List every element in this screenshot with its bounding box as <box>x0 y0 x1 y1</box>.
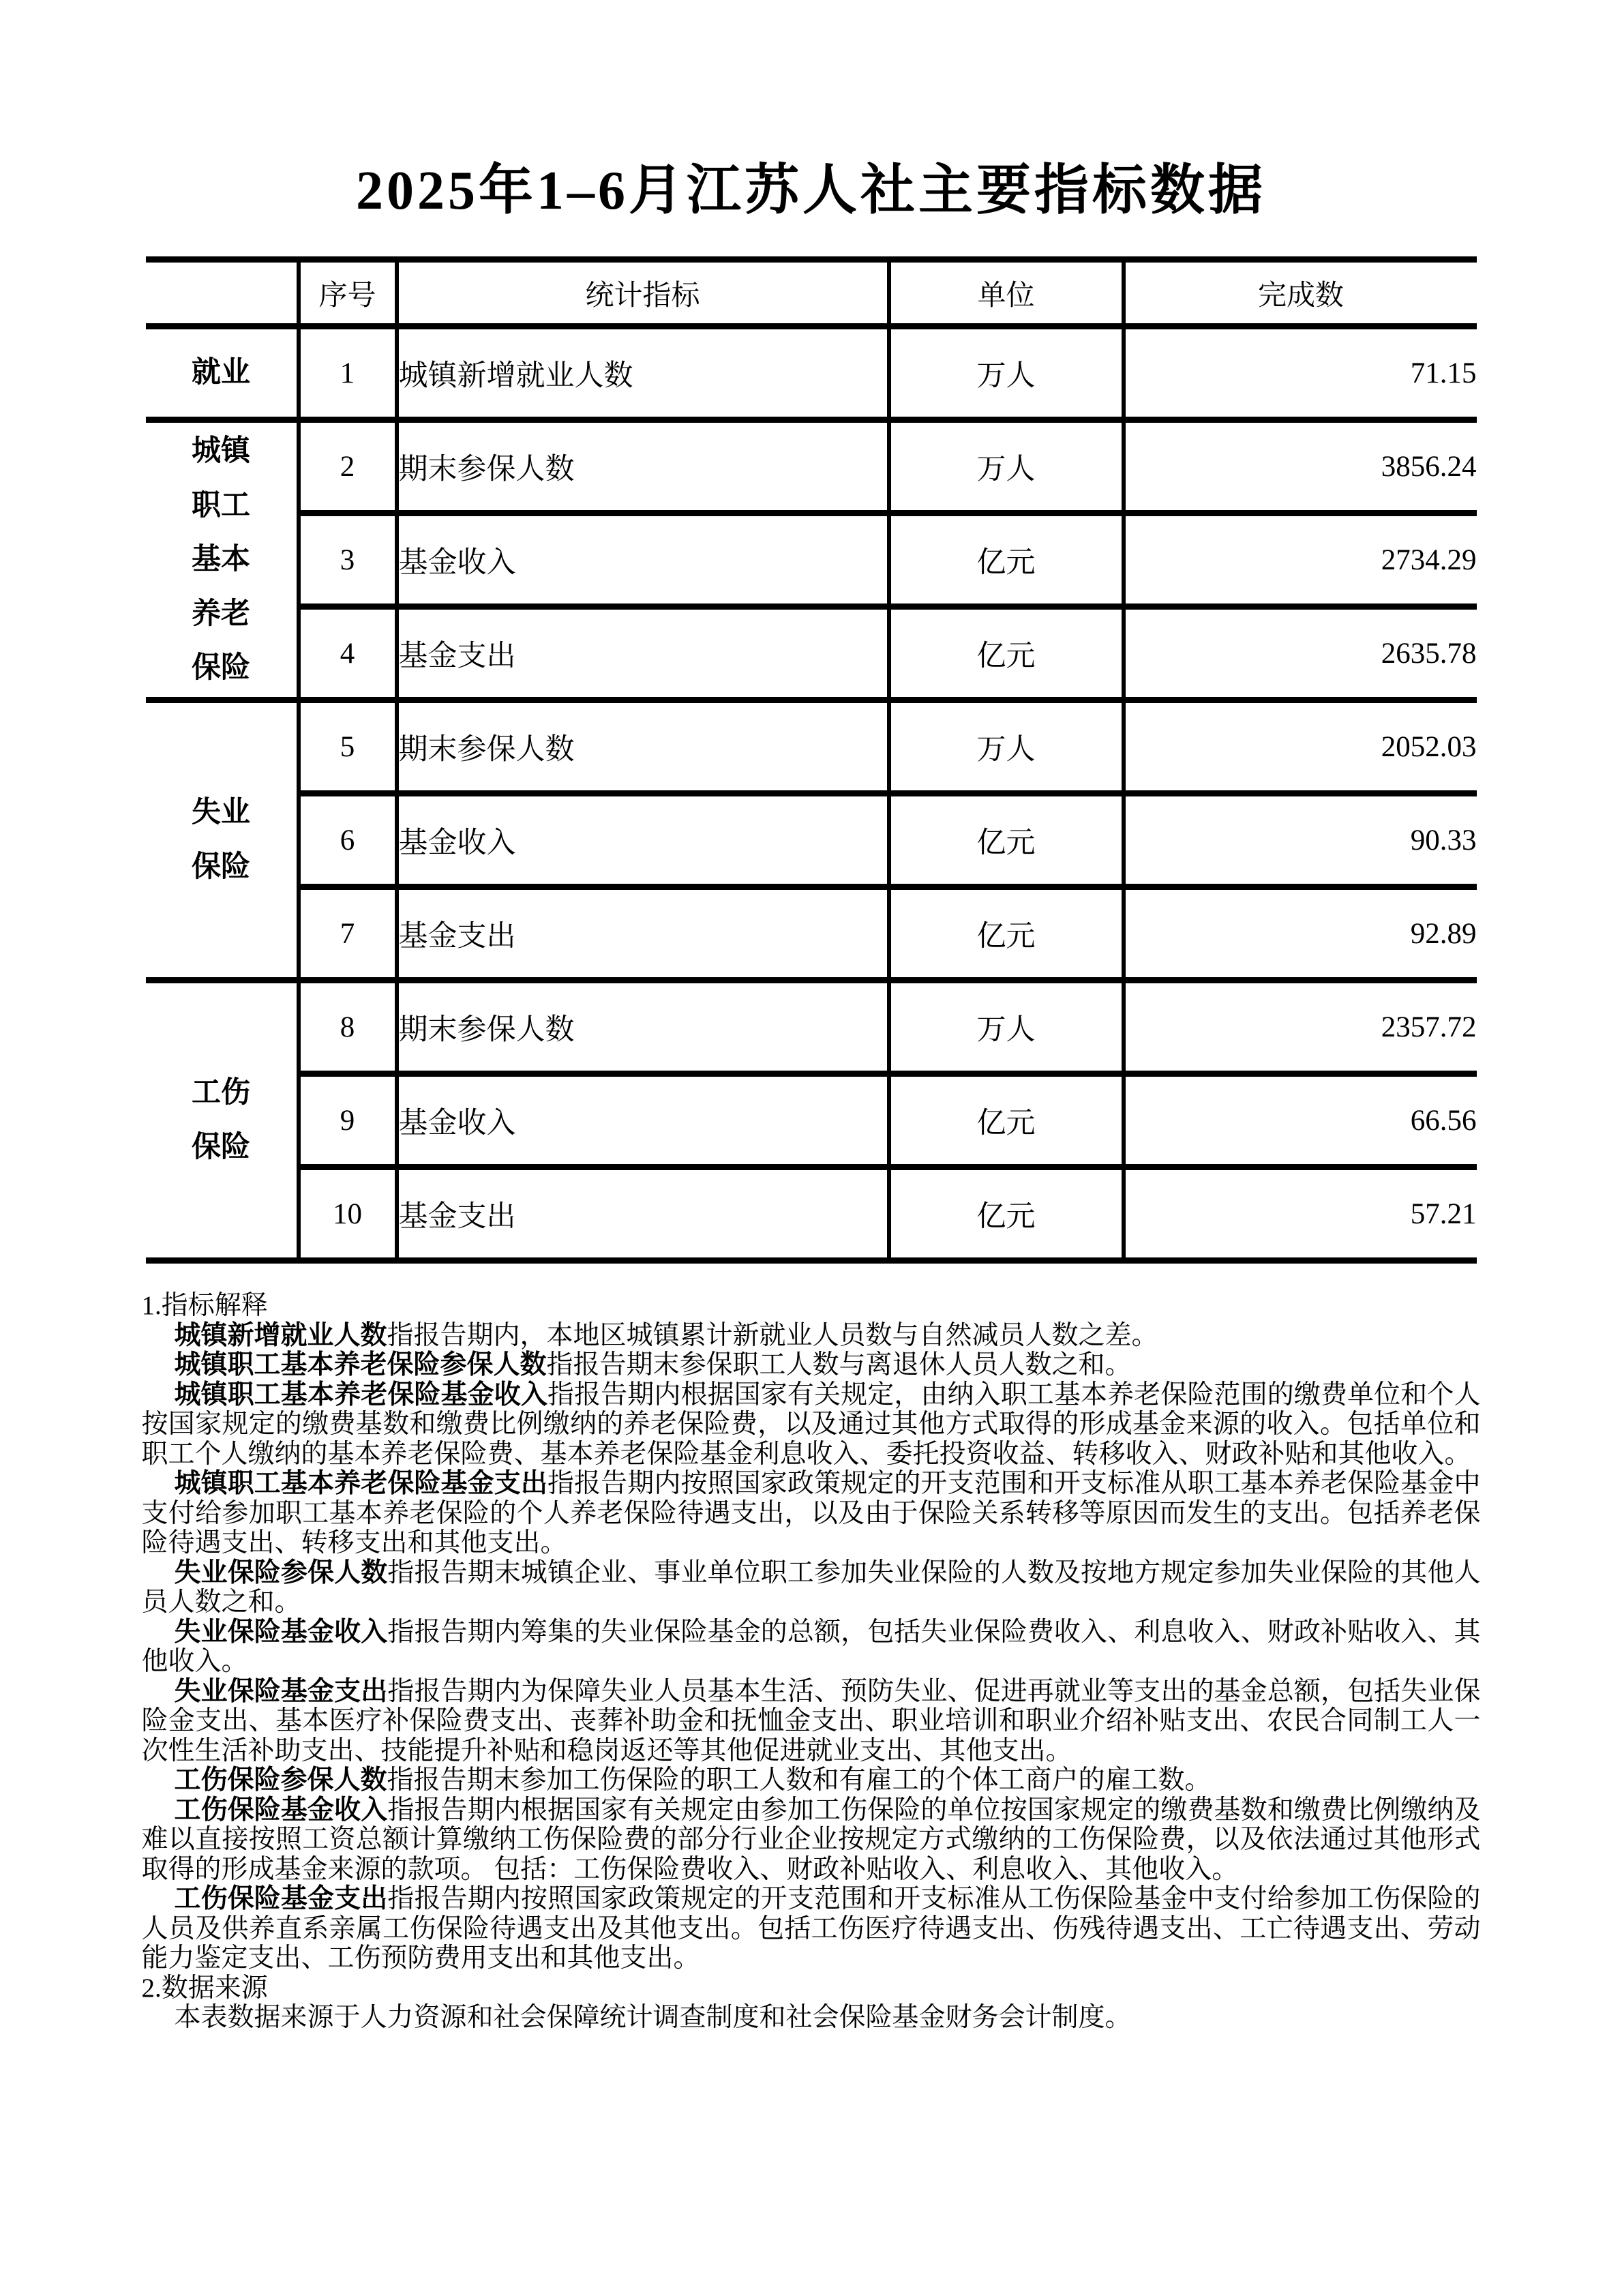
group-label-text: 城镇职工基本养老保险 <box>191 434 250 685</box>
group-label-employment <box>146 327 299 420</box>
cell-no: 5 <box>299 700 397 794</box>
definition-paragraph <box>142 1765 1481 1795</box>
definition-term: 失业保险基金收入 <box>174 1617 388 1647</box>
cell-no: 9 <box>299 1074 397 1167</box>
cell-no: 8 <box>299 981 397 1074</box>
cell-indicator: 期末参保人数 <box>397 420 889 513</box>
table-header-row <box>146 260 1477 327</box>
cell-unit: 亿元 <box>889 513 1124 607</box>
table-row <box>146 327 1477 420</box>
definition-paragraph <box>142 1321 1481 1351</box>
cell-indicator: 基金支出 <box>397 887 889 981</box>
table-row <box>146 700 1477 794</box>
cell-indicator: 基金支出 <box>397 1167 889 1261</box>
definition-text: 指报告期内筹集的失业保险基金的总额，包括失业保险费收入、利息收入、财政补贴收入、其他收入。 <box>141 1617 1481 1676</box>
cell-unit: 万人 <box>889 327 1124 420</box>
definition-text: 指报告期内根据国家有关规定，由纳入职工基本养老保险范围的缴费单位和个人按国家规定的缴费基数和缴费比例缴纳的养老保险费，以及通过其他方式取得的形成基金来源的收入。包括单位和职工个人缴纳的基本养老保险费、基本养老保险基金利息收入、委托投资收益、转移收入、财政补贴和其他收入。 <box>141 1380 1481 1469</box>
table-row <box>146 420 1477 513</box>
definition-term: 工伤保险基金收入 <box>174 1795 388 1825</box>
definition-text: 指报告期内按照国家政策规定的开支范围和开支标准从工伤保险基金中支付给参加工伤保险的人员及供养直系亲属工伤保险待遇支出及其他支出。包括工伤医疗待遇支出、伤残待遇支出、工亡待遇支出、劳动能力鉴定支出、工伤预防费用支出和其他支出。 <box>141 1884 1481 1973</box>
footnotes <box>142 1291 1481 2033</box>
indicators-table <box>146 256 1477 1264</box>
cell-unit: 亿元 <box>889 1167 1124 1261</box>
cell-indicator: 期末参保人数 <box>397 700 889 794</box>
cell-value: 2357.72 <box>1124 981 1477 1074</box>
cell-no: 7 <box>299 887 397 981</box>
definition-term: 失业保险基金支出 <box>174 1676 388 1706</box>
page-title: 2025年1–6月江苏人社主要指标数据 <box>356 161 1266 221</box>
header-group-blank <box>146 260 299 327</box>
cell-value: 66.56 <box>1124 1074 1477 1167</box>
definition-paragraph <box>142 1884 1481 1973</box>
definition-paragraph <box>142 1380 1481 1470</box>
cell-indicator: 城镇新增就业人数 <box>397 327 889 420</box>
cell-unit: 亿元 <box>889 887 1124 981</box>
definition-term: 工伤保险参保人数 <box>174 1765 387 1795</box>
data-source-text: 本表数据来源于人力资源和社会保障统计调查制度和社会保险基金财务会计制度。 <box>174 2003 1132 2032</box>
cell-value: 92.89 <box>1124 887 1477 981</box>
header-indicator: 统计指标 <box>397 260 889 327</box>
definition-paragraph <box>142 1350 1481 1380</box>
table-row <box>146 513 1477 607</box>
notes-section1-title: 1.指标解释 <box>141 1291 268 1320</box>
table-row <box>146 1074 1477 1167</box>
definition-paragraph <box>142 1617 1481 1677</box>
cell-indicator: 基金收入 <box>397 794 889 887</box>
definition-text: 指报告期末城镇企业、事业单位职工参加失业保险的人数及按地方规定参加失业保险的其他人员人数之和。 <box>141 1557 1481 1617</box>
definition-paragraph <box>142 1558 1481 1617</box>
notes-section2-title: 2.数据来源 <box>141 1973 268 2003</box>
table-row <box>146 1167 1477 1261</box>
cell-value: 2052.03 <box>1124 700 1477 794</box>
definition-paragraph <box>142 1469 1481 1558</box>
cell-value: 57.21 <box>1124 1167 1477 1261</box>
cell-value: 2635.78 <box>1124 607 1477 700</box>
definition-text: 指报告期内，本地区城镇累计新就业人员数与自然减员人数之差。 <box>387 1320 1158 1350</box>
definition-term: 城镇新增就业人数 <box>174 1320 387 1350</box>
cell-value: 90.33 <box>1124 794 1477 887</box>
cell-no: 2 <box>299 420 397 513</box>
definition-text: 指报告期末参加工伤保险的职工人数和有雇工的个体工商户的雇工数。 <box>387 1765 1212 1795</box>
group-label-text: 失业保险 <box>191 796 250 883</box>
cell-no: 3 <box>299 513 397 607</box>
group-label-unemployment <box>146 700 299 981</box>
definition-text: 指报告期内根据国家有关规定由参加工伤保险的单位按国家规定的缴费基数和缴费比例缴纳及难以直接按照工资总额计算缴纳工伤保险费的部分行业企业按规定方式缴纳的工伤保险费，以及依法通过其他形式取得的形成基金来源的款项。 包括：工伤保险费收入、财政补贴收入、利息收入、其他收入。 <box>141 1795 1481 1884</box>
group-label-text: 就业 <box>191 356 250 389</box>
definition-term: 失业保险参保人数 <box>174 1557 388 1587</box>
cell-value: 71.15 <box>1124 327 1477 420</box>
group-label-work-injury <box>146 981 299 1261</box>
cell-indicator: 期末参保人数 <box>397 981 889 1074</box>
table-row <box>146 607 1477 700</box>
cell-unit: 万人 <box>889 700 1124 794</box>
cell-indicator: 基金支出 <box>397 607 889 700</box>
definition-term: 城镇职工基本养老保险基金支出 <box>174 1469 547 1498</box>
cell-value: 2734.29 <box>1124 513 1477 607</box>
cell-no: 6 <box>299 794 397 887</box>
cell-unit: 亿元 <box>889 1074 1124 1167</box>
table-row <box>146 981 1477 1074</box>
cell-no: 1 <box>299 327 397 420</box>
group-label-text: 工伤保险 <box>191 1076 250 1163</box>
cell-unit: 亿元 <box>889 607 1124 700</box>
definition-text: 指报告期内按照国家政策规定的开支范围和开支标准从职工基本养老保险基金中支付给参加职工基本养老保险的个人养老保险待遇支出，以及由于保险关系转移等原因而发生的支出。包括养老保险待遇支出、转移支出和其他支出。 <box>141 1469 1481 1557</box>
cell-no: 4 <box>299 607 397 700</box>
definition-term: 城镇职工基本养老保险参保人数 <box>174 1350 547 1380</box>
cell-unit: 亿元 <box>889 794 1124 887</box>
table-row <box>146 794 1477 887</box>
definition-paragraph <box>142 1795 1481 1885</box>
cell-no: 10 <box>299 1167 397 1261</box>
definition-term: 城镇职工基本养老保险基金收入 <box>174 1380 547 1410</box>
header-no: 序号 <box>299 260 397 327</box>
definition-paragraph <box>142 1677 1481 1766</box>
definition-term: 工伤保险基金支出 <box>174 1884 388 1913</box>
cell-indicator: 基金收入 <box>397 513 889 607</box>
cell-unit: 万人 <box>889 981 1124 1074</box>
cell-indicator: 基金收入 <box>397 1074 889 1167</box>
header-unit: 单位 <box>889 260 1124 327</box>
definition-text: 指报告期内为保障失业人员基本生活、预防失业、促进再就业等支出的基金总额，包括失业保险金支出、基本医疗补保险费支出、丧葬补助金和抚恤金支出、职业培训和职业介绍补贴支出、农民合同制工人一次性生活补助支出、技能提升补贴和稳岗返还等其他促进就业支出、其他支出。 <box>141 1676 1481 1765</box>
table-row <box>146 887 1477 981</box>
header-value: 完成数 <box>1124 260 1477 327</box>
cell-value: 3856.24 <box>1124 420 1477 513</box>
cell-unit: 万人 <box>889 420 1124 513</box>
group-label-pension <box>146 420 299 700</box>
definition-text: 指报告期末参保职工人数与离退休人员人数之和。 <box>546 1350 1132 1380</box>
